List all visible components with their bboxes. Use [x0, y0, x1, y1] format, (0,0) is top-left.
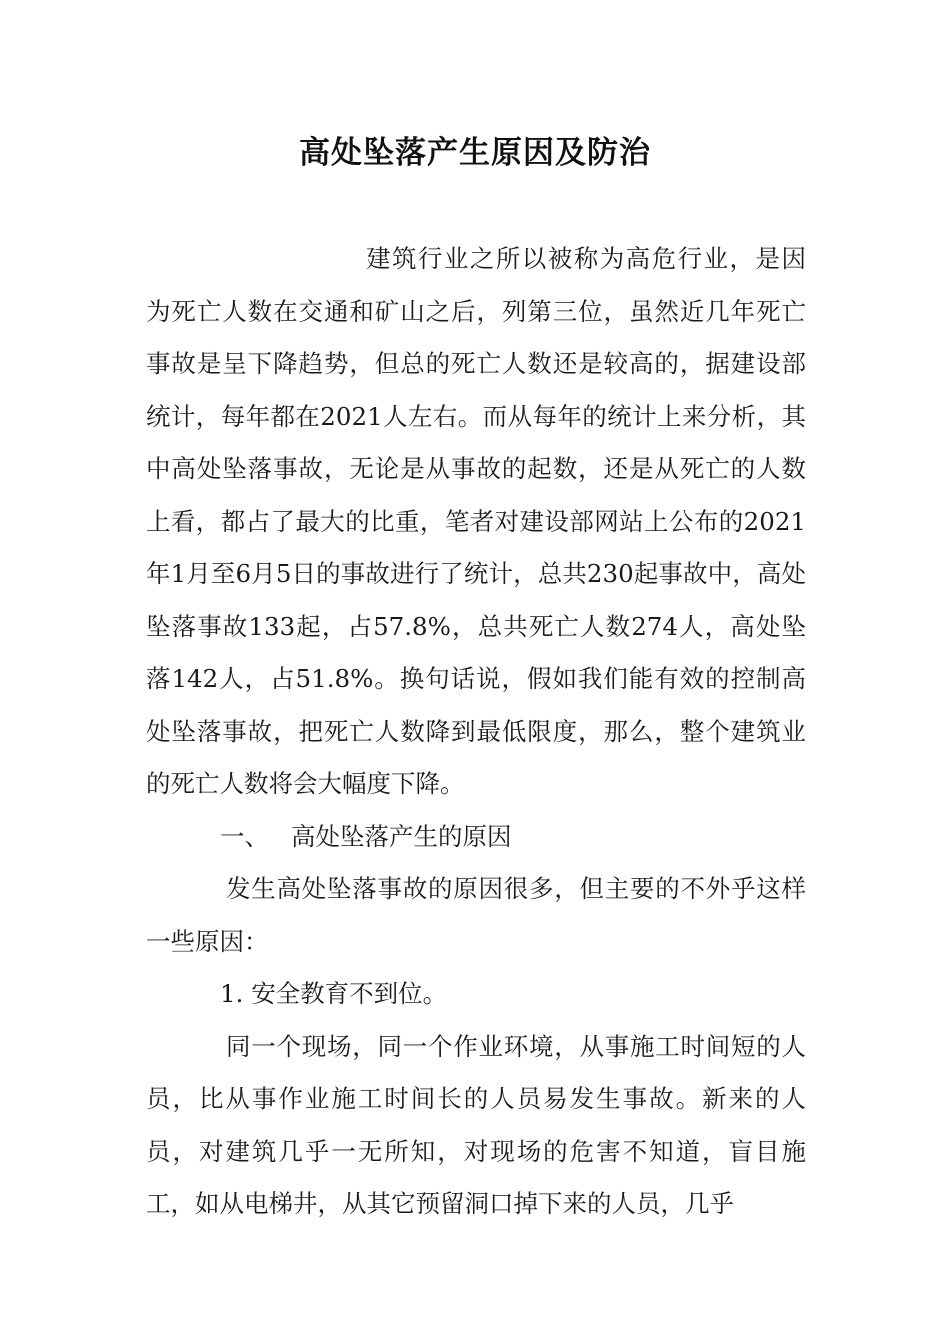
section-number: 一、: [220, 821, 269, 851]
item-paragraph: 同一个现场，同一个作业环境，从事施工时间短的人员，比从事作业施工时间长的人员易发生事故。新来的人员，对建筑几乎一无所知，对现场的危害不知道，盲目施工，如从电梯井，从其它预留洞口掉下来的人员，几乎: [146, 1031, 806, 1218]
item-heading-text: 安全教育不到位。: [251, 979, 448, 1008]
item-heading: [146, 968, 806, 1021]
section-paragraph: 发生高处坠落事故的原因很多，但主要的不外乎这样一些原因：: [146, 874, 806, 956]
section-heading-text: 高处坠落产生的原因: [291, 821, 512, 851]
section-heading: [146, 811, 806, 864]
item-number: 1.: [220, 979, 244, 1008]
document-title: 高处坠落产生原因及防治: [299, 135, 651, 171]
document-body: [146, 233, 806, 1231]
intro-paragraph: 建筑行业之所以被称为高危行业，是因为死亡人数在交通和矿山之后，列第三位，虽然近几年死亡事故是呈下降趋势，但总的死亡人数还是较高的，据建设部统计，每年都在2021人左右。而从每年的统计上来分析，其中高处坠落事故，无论是从事故的起数，还是从死亡的人数上看，都占了最大的比重，笔者对建设部网站上公布的2021年1月至6月5日的事故进行了统计，总共230起事故中，高处坠落事故133起，占57.8%，总共死亡人数274人，高处坠落142人，占51.8%。换句话说，假如我们能有效的控制高处坠落事故，把死亡人数降到最低限度，那么，整个建筑业的死亡人数将会大幅度下降。: [146, 244, 806, 798]
